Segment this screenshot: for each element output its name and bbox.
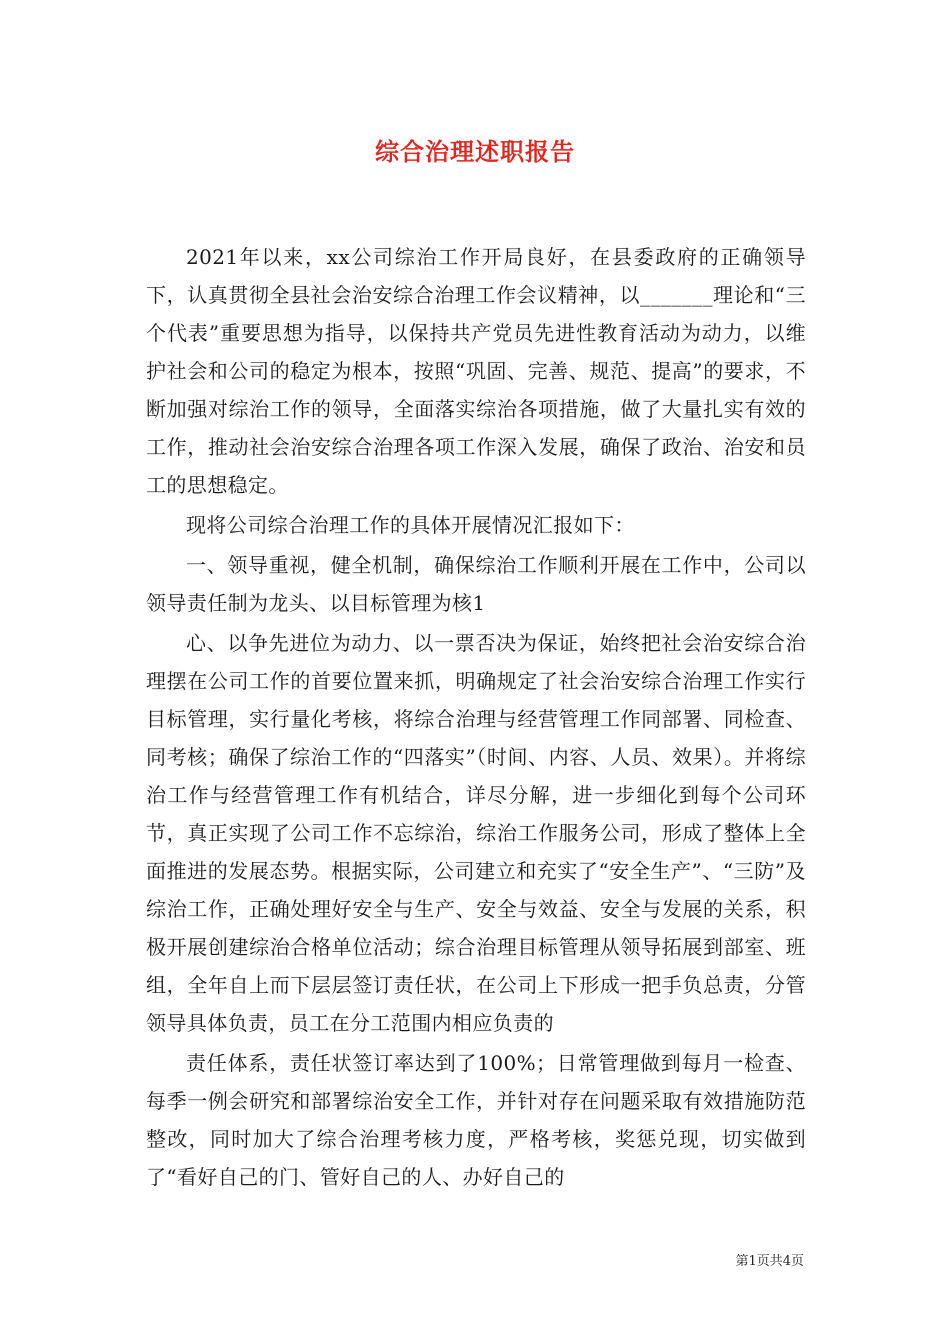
paragraph-section-one-heading: 一、领导重视，健全机制，确保综治工作顺利开展在工作中，公司以领导责任制为龙头、以目标管理为核1 [146, 553, 806, 615]
paragraph-report-lead: 现将公司综合治理工作的具体开展情况汇报如下： [186, 513, 635, 537]
page-number-label: 第1页共4页 [735, 1254, 804, 1269]
page-number-footer [735, 1250, 804, 1269]
paragraph-intro: 2021年以来，xx公司综治工作开局良好，在县委政府的正确领导下，认真贯彻全县社会治安综合治理工作会议精神，以_______理论和“三个代表”重要思想为指导，以保持共产党员先进性教育活动为动力，以维护社会和公司的稳定为根本，按照“巩固、完善、规范、提高”的要求，不断加强对综治工作的领导，全面落实综治各项措施，做了大量扎实有效的工作，推动社会治安综合治理各项工作深入发展，确保了政治、治安和员工的思想稳定。 [146, 245, 806, 497]
document-body [146, 238, 806, 1198]
paragraph-responsibility-system: 责任体系，责任状签订率达到了100%；日常管理做到每月一检查、每季一例会研究和部署综治安全工作，并针对存在问题采取有效措施防范整改，同时加大了综合治理考核力度，严格考核，奖惩兑现，切实做到了“看好自己的门、管好自己的人、办好自己的 [146, 1051, 806, 1189]
paragraph-section-one-body: 心、以争先进位为动力、以一票否决为保证，始终把社会治安综合治理摆在公司工作的首要位置来抓，明确规定了社会治安综合治理工作实行目标管理，实行量化考核，将综合治理与经营管理工作同部署、同检查、同考核；确保了综治工作的“四落实”（时间、内容、人员、效果）。并将综治工作与经营管理工作有机结合，详尽分解，进一步细化到每个公司环节，真正实现了公司工作不忘综治，综治工作服务公司，形成了整体上全面推进的发展态势。根据实际，公司建立和充实了“安全生产”、“三防”及综治工作，正确处理好安全与生产、安全与效益、安全与发展的关系，积极开展创建综治合格单位活动；综合治理目标管理从领导拓展到部室、班组，全年自上而下层层签订责任状，在公司上下形成一把手负总责，分管领导具体负责，员工在分工范围内相应负责的 [146, 631, 806, 1035]
document-title: 综合治理述职报告 [375, 137, 575, 166]
